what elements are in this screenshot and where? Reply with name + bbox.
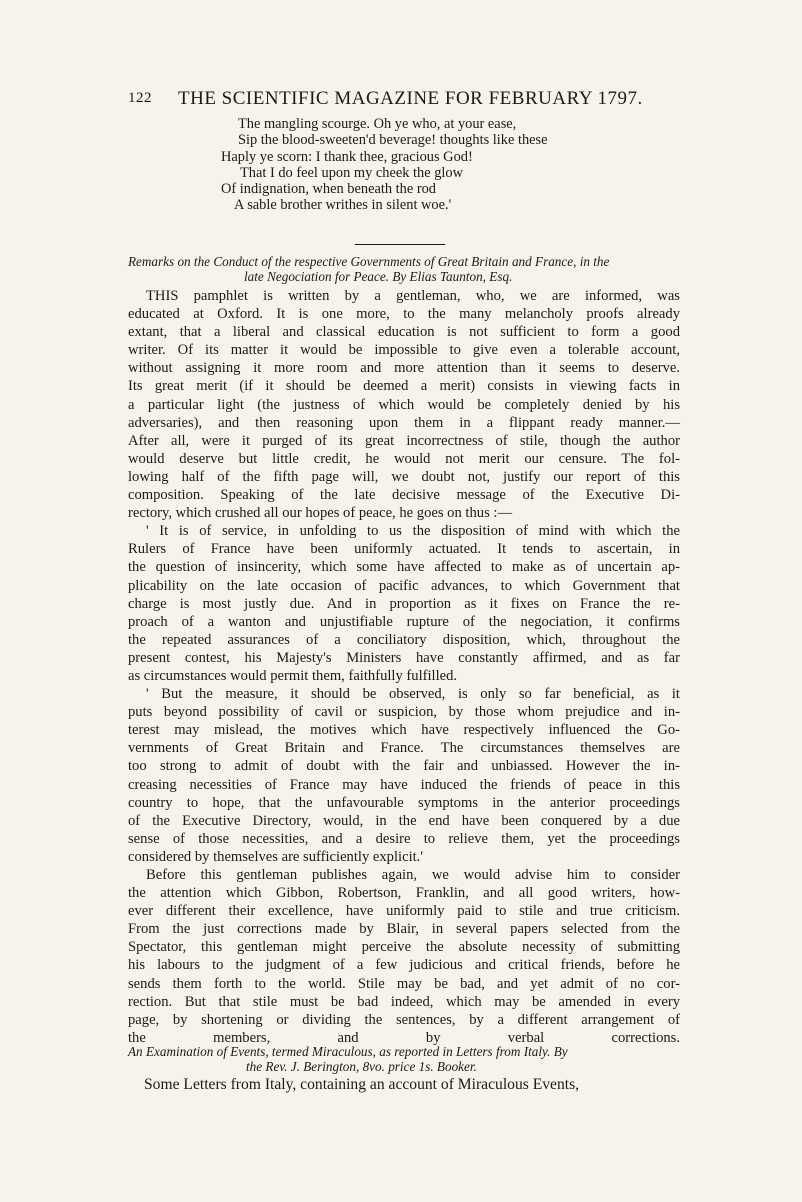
- body-line: the members, and by verbal corrections.: [128, 1029, 680, 1046]
- body-line: too strong to admit of doubt with the fair and unbiassed. However the in-: [128, 758, 680, 775]
- closing-line: Some Letters from Italy, containing an account of Miraculous Events,: [144, 1076, 580, 1093]
- body-line: the attention which Gibbon, Robertson, Franklin, and all good writers, how-: [128, 885, 680, 902]
- body-line: writer. Of its matter it would be impossible to give even a tolerable account,: [128, 342, 680, 359]
- poem-line: A sable brother writhes in silent woe.': [234, 197, 452, 214]
- body-line: rectory, which crushed all our hopes of peace, he goes on thus :—: [128, 505, 513, 522]
- body-line: proach of a wanton and unjustifiable rupture of the negociation, it confirms: [128, 613, 680, 630]
- section-divider: [355, 244, 445, 245]
- poem-line: Sip the blood-sweeten'd beverage! thoughts like these: [238, 132, 548, 149]
- body-line: the question of insincerity, which some have affected to make as of uncertain ap-: [128, 559, 680, 576]
- review-heading: [128, 254, 688, 284]
- body-line: present contest, his Majesty's Ministers have constantly affirmed, and as far: [128, 649, 680, 666]
- body-line: without assigning it more room and more attention than it seems to deserve.: [128, 360, 680, 377]
- body-line: sense of those necessities, and a desire to relieve them, yet the proceedings: [128, 830, 680, 847]
- body-line: as circumstances would permit them, faithfully fulfilled.: [128, 667, 458, 684]
- body-line: rection. But that stile must be bad indeed, which may be amended in every: [128, 993, 680, 1010]
- body-line: ' It is of service, in unfolding to us the disposition of mind with which the: [146, 523, 680, 540]
- body-line: creasing necessities of France may have induced the friends of peace in this: [128, 776, 680, 793]
- body-line: would deserve but little credit, he would not merit our censure. The fol-: [128, 450, 680, 467]
- body-line: ' But the measure, it should be observed, is only so far beneficial, as it: [146, 686, 680, 703]
- body-line: plicability on the late occasion of pacific advances, to which Government that: [128, 577, 680, 594]
- review-heading-line: late Negociation for Peace. By Elias Taunton, Esq.: [244, 269, 513, 284]
- body-line: his labours to the judgment of a few judicious and critical friends, before he: [128, 957, 680, 974]
- review-heading-line: the Rev. J. Berington, 8vo. price 1s. Booker.: [246, 1059, 477, 1074]
- running-title: THE SCIENTIFIC MAGAZINE FOR FEBRUARY 1797.: [178, 88, 643, 109]
- review-heading: [128, 1044, 688, 1074]
- body-line: adversaries), and then reasoning upon them in a flippant ready manner.—: [128, 414, 680, 431]
- body-line: Spectator, this gentleman might perceive the absolute necessity of submitting: [128, 939, 680, 956]
- body-line: country to hope, that the unfavourable symptoms in the anterior proceedings: [128, 794, 680, 811]
- review-heading-line: An Examination of Events, termed Miraculous, as reported in Letters from Italy. By: [128, 1044, 568, 1059]
- poem-line: That I do feel upon my cheek the glow: [240, 164, 463, 181]
- page-header: [128, 88, 668, 114]
- body-line: educated at Oxford. It is one more, to the many melancholy proofs already: [128, 306, 680, 323]
- body-line: extant, that a liberal and classical education is not sufficient to form a good: [128, 324, 680, 341]
- body-line: From the just corrections made by Blair, in several papers selected from the: [128, 921, 680, 938]
- body-line: puts beyond possibility of cavil or suspicion, by those whom prejudice and in-: [128, 704, 680, 721]
- body-line: considered by themselves are sufficiently explicit.': [128, 848, 423, 865]
- page-number: 122: [128, 90, 152, 106]
- review-heading-line: Remarks on the Conduct of the respective Governments of Great Britain and France, in the: [128, 254, 610, 269]
- body-line: Before this gentleman publishes again, we would advise him to consider: [146, 867, 680, 883]
- poem-line: Of indignation, when beneath the rod: [221, 181, 437, 198]
- body-line: composition. Speaking of the late decisive message of the Executive Di-: [128, 487, 680, 504]
- body-line: charge is most justly due. And in proportion as it fixes on France the re-: [128, 595, 680, 612]
- body-line: a particular light (the justness of which would be completely denied by his: [128, 396, 680, 413]
- body-line: Its great merit (if it should be deemed a merit) consists in viewing facts in: [128, 378, 680, 395]
- body-line: page, by shortening or dividing the sentences, by a different arrangement of: [128, 1011, 680, 1028]
- body-line: vernments of Great Britain and France. The circumstances themselves are: [128, 740, 680, 757]
- body-line: terest may mislead, the motives which have respectively influenced the Go-: [128, 722, 680, 739]
- body-line: the repeated assurances of a conciliatory disposition, which, throughout the: [128, 631, 680, 648]
- body-line: sends them forth to the world. Stile may be bad, and yet admit of no cor-: [128, 975, 680, 992]
- body-line: Rulers of France have been uniformly actuated. It tends to ascertain, in: [128, 541, 680, 558]
- body-line: After all, were it purged of its great incorrectness of stile, though the author: [128, 432, 680, 449]
- body-line: ever different their excellence, have uniformly paid to stile and true criticism.: [128, 903, 680, 920]
- poem-line: The mangling scourge. Oh ye who, at your ease,: [238, 116, 517, 132]
- body-line: lowing half of the fifth page will, we doubt not, justify our report of this: [128, 468, 680, 485]
- review-body: [128, 287, 680, 1047]
- body-line: THIS pamphlet is written by a gentleman, who, we are informed, was: [146, 288, 680, 304]
- poem-excerpt: [200, 116, 640, 214]
- body-line: of the Executive Directory, would, in the end have been conquered by a due: [128, 812, 680, 829]
- poem-line: Haply ye scorn: I thank thee, gracious God!: [221, 148, 473, 165]
